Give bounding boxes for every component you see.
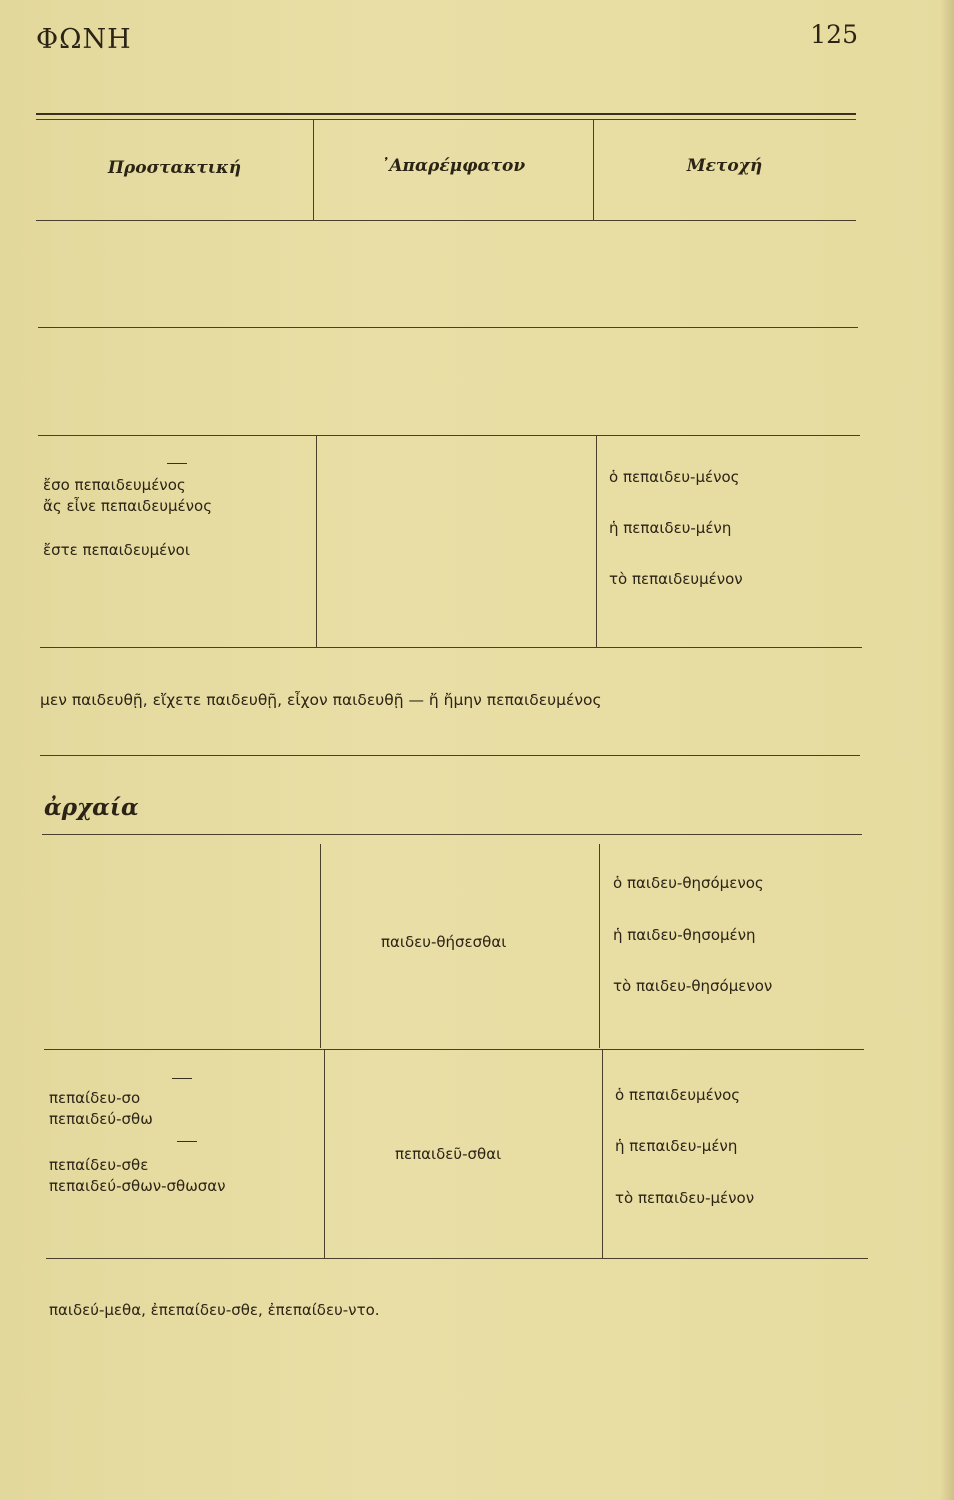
row2-divider-2 — [599, 844, 600, 1048]
row1-imperative-line-2: ἄς εἶνε πεπαιδευμένος — [43, 497, 213, 515]
row3-divider-2 — [602, 1049, 603, 1259]
bottom-forms-line: παιδεύ-μεθα, ἐπεπαίδευ-σθε, ἐπεπαίδευ-ντο. — [49, 1301, 380, 1319]
table-top-rule — [36, 113, 856, 115]
row2-infinitive: παιδευ-θήσεσθαι — [381, 933, 507, 951]
row1-bottom-rule — [40, 647, 862, 648]
table-top-rule-2 — [36, 119, 856, 120]
row3-imperative-line-2: πεπαιδεύ-σθω — [49, 1110, 153, 1128]
page-edge-shadow — [940, 0, 954, 1500]
row3-imperative-line-3: πεπαίδευ-σθε — [49, 1156, 149, 1174]
row2-participle-line-2: ἡ παιδευ-θησομένη — [613, 926, 756, 944]
row1-divider-1 — [316, 435, 317, 648]
row2-participle-line-3: τὸ παιδευ-θησόμενον — [613, 977, 773, 995]
row3-infinitive: πεπαιδεῦ-σθαι — [395, 1145, 502, 1163]
row1-participle-line-3: τὸ πεπαιδευμένον — [609, 570, 743, 588]
row3-dash-1 — [172, 1078, 192, 1079]
running-head: ΦΩΝΗ — [36, 24, 132, 55]
row3-participle-line-1: ὁ πεπαιδευμένος — [615, 1086, 741, 1104]
row3-imperative-line-1: πεπαίδευ-σο — [49, 1089, 141, 1107]
row3-dash-2 — [177, 1141, 197, 1142]
row3-participle-line-3: τὸ πεπαιδευ-μένον — [615, 1189, 755, 1207]
row3-divider-1 — [324, 1049, 325, 1259]
header-bottom-rule — [36, 220, 856, 221]
header-imperative: Προστακτική — [107, 158, 242, 178]
page-number: 125 — [810, 20, 858, 49]
row3-participle-line-2: ἡ πεπαιδευ-μένη — [615, 1137, 738, 1155]
pluperfect-bottom-rule — [40, 755, 860, 756]
row1-participle-line-1: ὁ πεπαιδευ-μένος — [609, 468, 740, 486]
pluperfect-line: μεν παιδευθῇ, εἴχετε παιδευθῇ, εἶχον παιδευθῇ — ἤ ἤμην πεπαιδευμένος — [40, 691, 602, 709]
empty-row-rule-2 — [38, 435, 860, 436]
empty-row-rule-1 — [38, 327, 858, 328]
row1-dash — [167, 463, 187, 464]
header-participle: Μετοχή — [686, 156, 763, 176]
row2-participle-line-1: ὁ παιδευ-θησόμενος — [613, 874, 764, 892]
row2-divider-1 — [320, 844, 321, 1048]
row1-imperative-line-1: ἔσο πεπαιδευμένος — [43, 476, 186, 494]
row1-imperative-line-3: ἔστε πεπαιδευμένοι — [43, 541, 190, 559]
row2-bottom-rule — [44, 1049, 864, 1050]
row1-divider-2 — [596, 435, 597, 648]
section-title-ancient: ἀρχαία — [44, 794, 139, 821]
ancient-top-rule — [42, 834, 862, 835]
header-infinitive: ᾿Απαρέμφατον — [380, 156, 526, 176]
row1-participle-line-2: ἡ πεπαιδευ-μένη — [609, 519, 732, 537]
row3-imperative-line-4: πεπαιδεύ-σθων-σθωσαν — [49, 1177, 226, 1195]
row3-bottom-rule — [46, 1258, 868, 1259]
